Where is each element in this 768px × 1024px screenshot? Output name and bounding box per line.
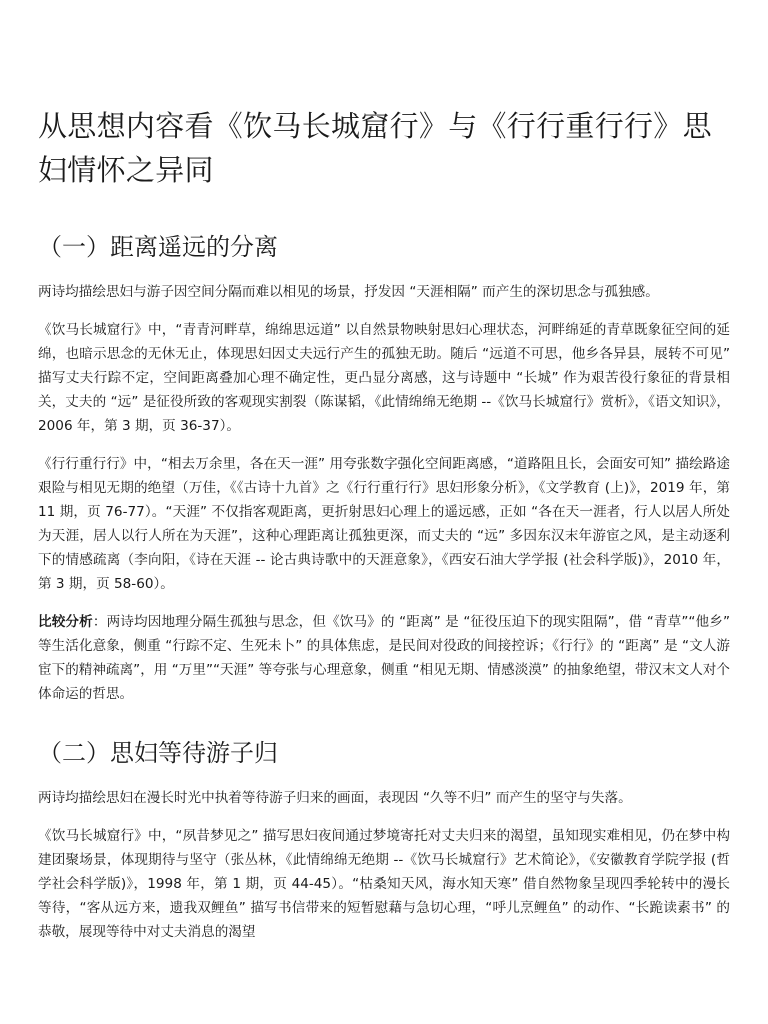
section-1-paragraph-2: 《饮马长城窟行》中，“青青河畔草，绵绵思远道” 以自然景物映射思妇心理状态，河畔绵延的青草既象征空间的延绵，也暗示思念的无休无止，体现思妇因丈夫远行产生的孤独无助。随后 “远道不可思，他乡各异县，展转不可见” 描写丈夫行踪不定，空间距离叠加心理不确定性，更凸显分离感，这与诗题中 “长城” 作为艰苦役行象征的背景相关，丈夫的 “远” 是征役所致的客观现实割裂（陈谋韬，《此情绵绵无绝期 --《饮马长城窟行》赏析》，《语文知识》，2006 年，第 3 期，页 36-37）。: [38, 322, 730, 434]
comparison-paragraph: [38, 610, 730, 706]
document-title: 从思想内容看《饮马长城窟行》与《行行重行行》思妇情怀之异同: [38, 109, 712, 187]
section-1: [38, 230, 730, 706]
comparison-text: ：两诗均因地理分隔生孤独与思念，但《饮马》的 “距离” 是 “征役压迫下的现实阻隔”，借 “青草”“他乡” 等生活化意象，侧重 “行踪不定、生死未卜” 的具体焦虑，是民间对役政的间接控诉；《行行》的 “距离” 是 “文人游宦下的精神疏离”，用 “万里”“天涯” 等夸张与心理意象，侧重 “相见无期、情感淡漠” 的抽象绝望，带汉末文人对个体命运的哲思。: [38, 614, 731, 702]
section-2-paragraph-2: 《饮马长城窟行》中，“夙昔梦见之” 描写思妇夜间通过梦境寄托对丈夫归来的渴望，虽知现实难相见，仍在梦中构建团聚场景，体现期待与坚守（张丛林，《此情绵绵无绝期 --《饮马长城窟行》艺术简论》，《安徽教育学院学报 (哲学社会科学版)》，1998 年，第 1 期，页 44-45）。“枯桑知天风，海水知天寒” 借自然物象呈现四季轮转中的漫长等待，“客从远方来，遗我双鲤鱼” 描写书信带来的短暂慰藉与急切心理，“呼儿烹鲤鱼” 的动作、“长跪读素书” 的恭敬，展现等待中对丈夫消息的渴望: [38, 828, 730, 940]
comparison-label: 比较分析: [38, 614, 93, 630]
section-2-paragraph-1: 两诗均描绘思妇在漫长时光中执着等待游子归来的画面，表现因 “久等不归” 而产生的坚守与失落。: [38, 790, 632, 806]
section-1-paragraph-1: 两诗均描绘思妇与游子因空间分隔而难以相见的场景，抒发因 “天涯相隔” 而产生的深切思念与孤独感。: [38, 284, 659, 300]
section-2: [38, 736, 730, 944]
section-heading: （一）距离遥远的分离: [38, 233, 278, 261]
section-1-paragraph-3: 《行行重行行》中，“相去万余里，各在天一涯” 用夸张数字强化空间距离感，“道路阻且长，会面安可知” 描绘路途艰险与相见无期的绝望（万佳，《《古诗十九首》之《行行重行行》思妇形象分析》，《文学教育 (上)》，2019 年，第 11 期，页 76-77）。“天涯” 不仅指客观距离，更折射思妇心理上的遥远感，正如 “各在天一涯者，行人以居人所处为天涯，居人以行人所在为天涯”，这种心理距离让孤独更深，而丈夫的 “远” 多因东汉末年游宦之风，是主动逐利下的情感疏离（李向阳，《诗在天涯 -- 论古典诗歌中的天涯意象》，《西安石油大学学报 (社会科学版)》，2010 年，第 3 期，页 58-60）。: [38, 456, 730, 592]
section-heading: （二）思妇等待游子归: [38, 739, 278, 767]
